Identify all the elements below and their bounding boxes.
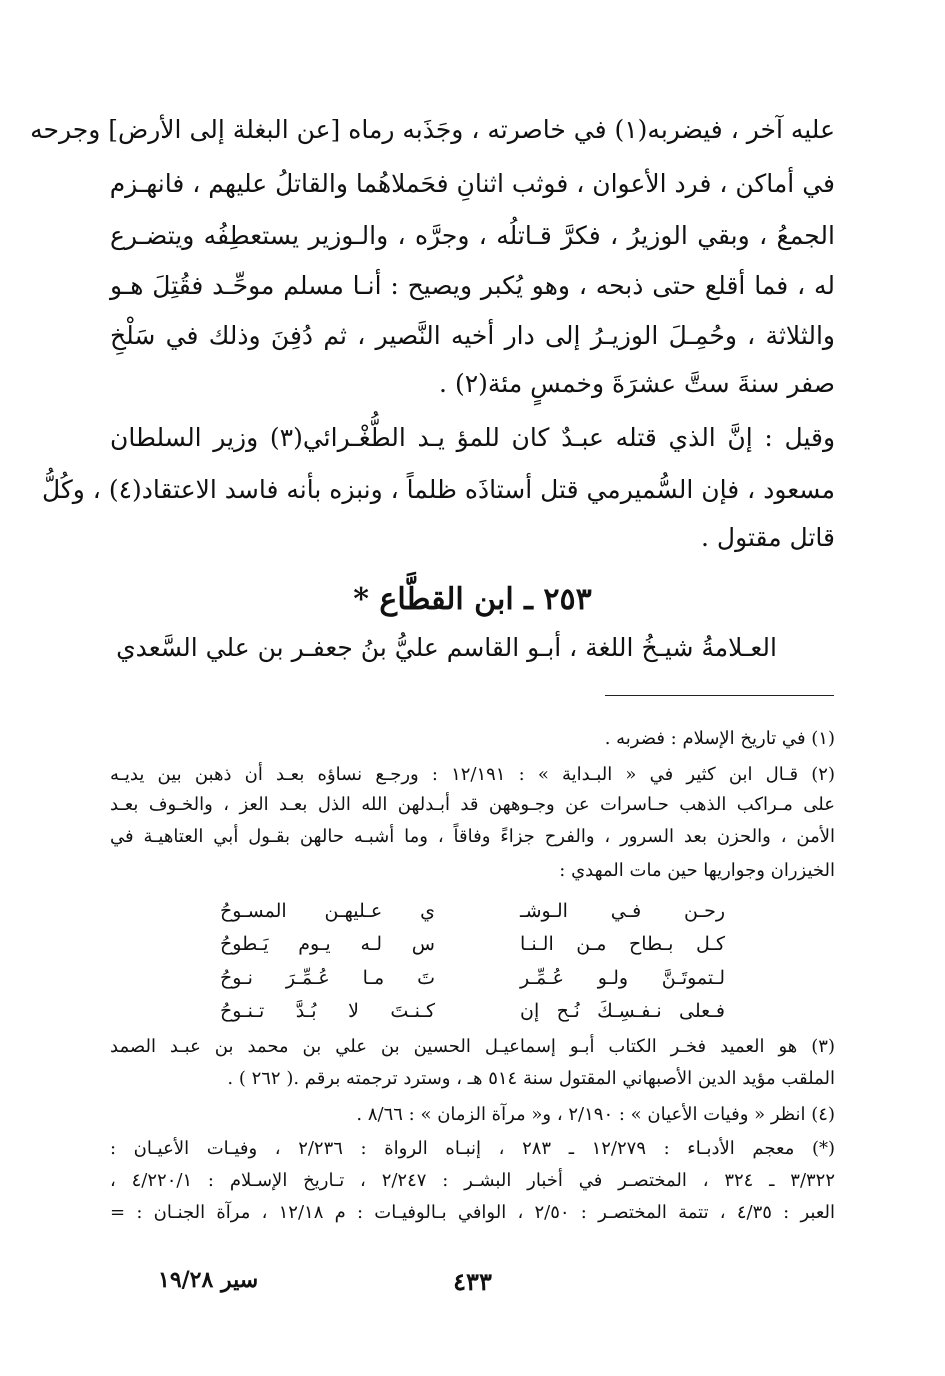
body-line-1: عليه آخر ، فيضربه(١) في خاصرته ، وجَذَبه رماه [عن البغلة إلى الأرض] وجرحه	[30, 115, 835, 144]
body-line-9: قاتل مقتول .	[701, 523, 835, 552]
page-number: ٤٣٣	[453, 1267, 492, 1296]
verse-row	[220, 995, 725, 1027]
verse-hemistich-first: فـعلى نـفـسِـكَ نُـح إن	[520, 1000, 725, 1022]
body-line-8: مسعود ، فإن السُّميرمي قتل أستاذَه ظلماً ، ونبزه بأنه فاسد الاعتقاد(٤) ، وكُلُّ	[41, 475, 835, 504]
verse-hemistich-second: ي عـليهـن المسـوحُ	[220, 900, 435, 922]
body-line-4: له ، فما أقلع حتى ذبحه ، وهو يُكبر ويصيح : أنـا مسلم موحِّـد فقُتِلَ هـو	[110, 271, 835, 300]
body-line-6: صفر سنةَ ستَّ عشرَةَ وخمسٍ مئة(٢) .	[439, 369, 835, 398]
section-subtitle: العـلامةُ شيـخُ اللغة ، أبـو القاسم عليُّ بنُ جعفـر بن علي السَّعدي	[116, 633, 777, 662]
footnote-2-line-2: على مـراكب الذهب حـاسرات عن وجـوههن قد أبـدلهن الله الذل بعـد العز ، والخـوف بعـد	[110, 794, 835, 815]
signature-mark: سير ١٩/٢٨	[158, 1267, 259, 1293]
footnote-star-line-2: ٣/٣٢٢ ـ ٣٢٤ ، المختصـر في أخبار البشـر : ٢/٢٤٧ ، تـاريخ الإسـلام : ٤/٢٢٠/١ ،	[110, 1170, 836, 1191]
footnote-star-line-1: (*) معجم الأدبـاء : ١٢/٢٧٩ ـ ٢٨٣ ، إنبـاه الرواة : ٢/٢٣٦ ، وفيـات الأعيـان :	[110, 1138, 836, 1159]
footnote-divider	[605, 695, 834, 696]
verse-hemistich-first: رحـن فـي الـوشـ	[520, 900, 725, 922]
body-line-5: والثلاثة ، وحُمِـلَ الوزيـرُ إلى دار أخيه النَّصير ، ثم دُفِنَ وذلك في سَلْخِ	[110, 321, 835, 350]
verse-hemistich-first: كـل بـطاح مـن الـنـا	[520, 933, 725, 955]
footnote-2-line-3: الأمن ، والحزن بعد السرور ، والفرح جزاءً وفاقاً ، وما أشبـه حالهن بقـول أبي العتاهيـة في	[110, 826, 835, 847]
verse-hemistich-first: لـتموتَـنَّ ولـو عُـمِّـر	[520, 967, 725, 989]
body-line-3: الجمعُ ، وبقي الوزيرُ ، فكرَّ قـاتلُه ، وجرَّه ، والـوزير يستعطِفُه ويتضـرع	[110, 221, 835, 250]
verse-row	[220, 895, 725, 927]
footnote-2-line-1: (٢) قـال ابن كثير في « البـداية » : ١٢/١٩١ : ورجـع نساؤه بعـد أن ذهبن بين يديـه	[110, 764, 835, 785]
footnote-1: (١) في تاريخ الإسلام : فضربه .	[604, 728, 835, 749]
verse-row	[220, 962, 725, 994]
footnote-star-line-3: العبر : ٤/٣٥ ، تتمة المختصـر : ٢/٥٠ ، الوافي بـالوفيـات : م ١٢/١٨ ، مرآة الجنـان : =	[110, 1202, 835, 1223]
footnote-3-line-2: الملقب مؤيد الدين الأصبهاني المقتول سنة ٥١٤ هـ ، وسترد ترجمته برقم .( ٢٦٢ ) .	[227, 1068, 835, 1089]
verse-hemistich-second: كـنـتَ لا بُـدَّ تـنـوحُ	[220, 1000, 435, 1022]
footnote-3-line-1: (٣) هو العميد فخـر الكتاب أبـو إسماعيـل الحسين بن علي بن محمد بن عبـد الصمد	[110, 1036, 835, 1057]
body-line-7: وقيل : إنَّ الذي قتله عبـدٌ كان للمؤ يـد الطُّغْـرائي(٣) وزير السلطان	[110, 423, 836, 452]
footnote-4: (٤) انظر « وفيات الأعيان » : ٢/١٩٠ ، و« مرآة الزمان » : ٨/٦٦ .	[356, 1104, 835, 1125]
verse-hemistich-second: س لـه يـوم يَـطوحُ	[220, 933, 435, 955]
footnote-2-line-4: الخيزران وجواريها حين مات المهدي :	[559, 860, 835, 881]
verse-hemistich-second: تَ مـا عُـمِّـرَ نـوحُ	[220, 967, 435, 989]
body-line-2: في أماكن ، فرد الأعوان ، فوثب اثنانِ فحَملاهُما والقاتلُ عليهم ، فانهـزم	[109, 169, 835, 198]
section-heading: ٢٥٣ ـ ابن القطَّاع *	[353, 582, 592, 617]
verse-row	[220, 928, 725, 960]
